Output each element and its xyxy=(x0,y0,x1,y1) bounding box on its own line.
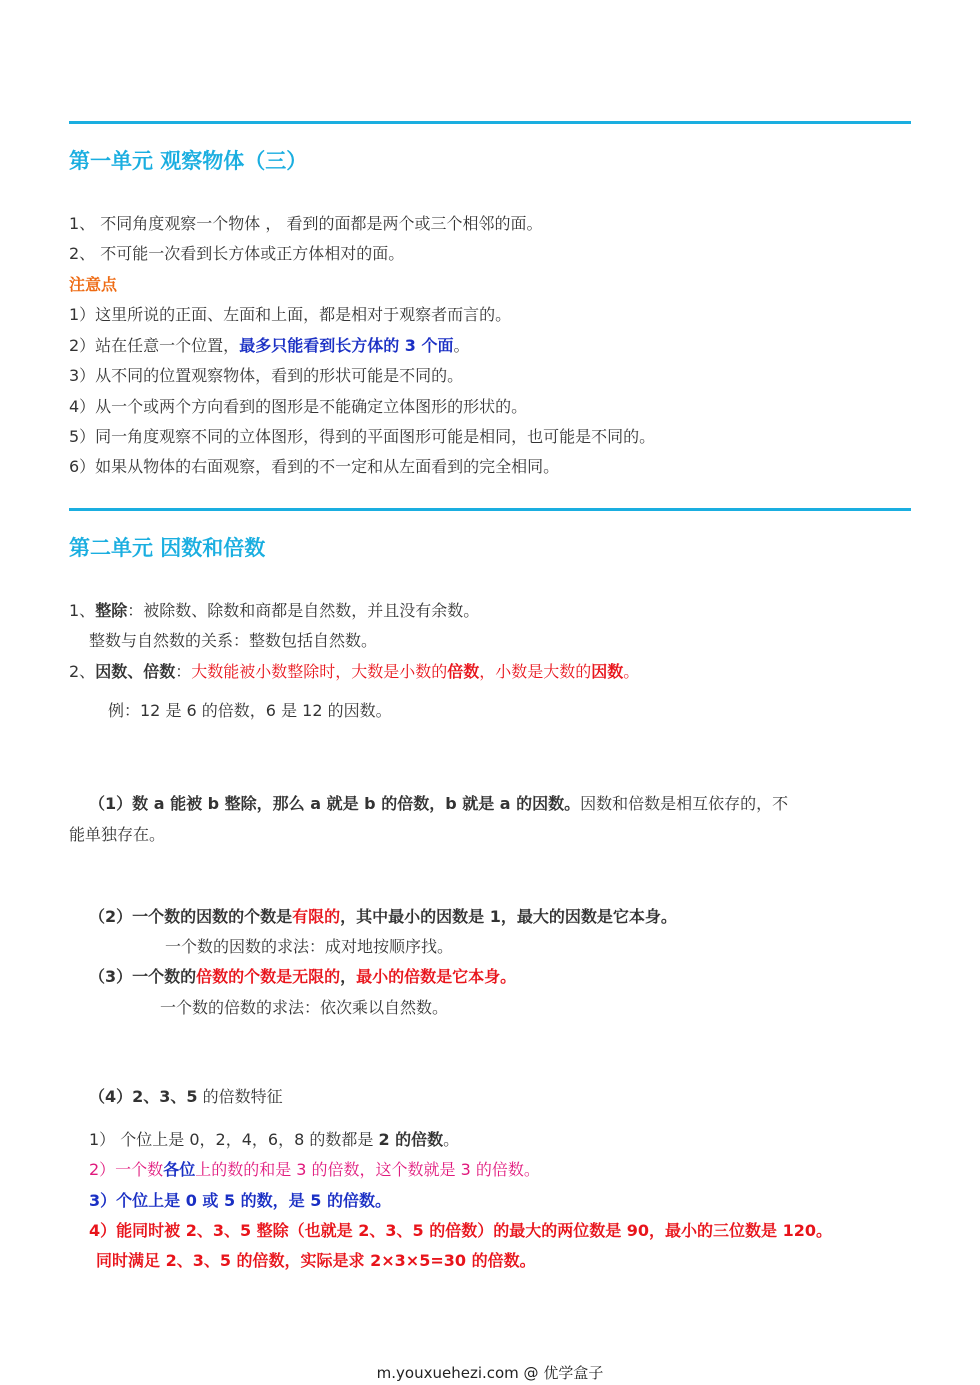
statement-1 xyxy=(89,794,788,814)
statement-4-rest: 的倍数特征 xyxy=(197,1087,283,1106)
term-divisible: 整除 xyxy=(95,601,128,620)
example: 例：12 是 6 的倍数，6 是 12 的因数。 xyxy=(108,701,392,720)
footer-source: m.youxuehezi.com @ 优学盒子 xyxy=(376,1364,604,1382)
feature-2 xyxy=(89,1160,540,1180)
red-text: 有限的 xyxy=(292,907,341,926)
definition-note: 整数与自然数的关系：整数包括自然数。 xyxy=(89,631,378,650)
note-1: 1）这里所说的正面、左面和上面，都是相对于观察者而言的。 xyxy=(69,305,512,324)
red-text: ，小数是大数的 xyxy=(479,662,592,681)
feature-highlight: 各位 xyxy=(163,1160,196,1179)
colon: ： xyxy=(175,662,192,681)
section-divider xyxy=(69,121,911,124)
red-text: 倍数的个数是无限的 xyxy=(196,967,341,986)
definition-number: 2、 xyxy=(69,662,96,681)
statement-text: （2）一个数的因数的个数是 xyxy=(89,907,293,926)
feature-bold: 2 的倍数 xyxy=(378,1130,444,1149)
statement-4-heading xyxy=(89,1087,283,1107)
red-text: 最小的倍数是它本身。 xyxy=(356,967,517,986)
feature-text: 1） 个位上是 0，2，4，6，8 的数都是 xyxy=(89,1130,379,1149)
note-2-text: 2）站在任意一个位置， xyxy=(69,336,240,355)
feature-4: 4）能同时被 2、3、5 整除（也就是 2、3、5 的倍数）的最大的两位数是 90，最小的三位数是 120。 xyxy=(89,1221,833,1240)
note-2-end: 。 xyxy=(453,336,470,355)
note-3: 3）从不同的位置观察物体，看到的形状可能是不同的。 xyxy=(69,366,464,385)
statement-text: （3）一个数的 xyxy=(89,967,197,986)
feature-text: 。 xyxy=(443,1130,460,1149)
note-2-highlight: 最多只能看到长方体的 3 个面 xyxy=(239,336,454,355)
red-bold-text: 倍数 xyxy=(447,662,480,681)
unit1-title: 第一单元 观察物体（三） xyxy=(69,149,308,173)
statement-3-method: 一个数的倍数的求法：依次乘以自然数。 xyxy=(160,998,449,1017)
feature-text: 上的数的和是 3 的倍数，这个数就是 3 的倍数。 xyxy=(195,1160,540,1179)
statement-2 xyxy=(89,907,677,927)
statement-text: ， xyxy=(340,967,357,986)
definition-divisible xyxy=(69,601,479,621)
unit1-point-1: 1、 不同角度观察一个物体 ， 看到的面都是两个或三个相邻的面。 xyxy=(69,214,543,233)
term-factor-multiple: 因数、倍数 xyxy=(95,662,176,681)
note-2 xyxy=(69,336,469,356)
statement-3 xyxy=(89,967,516,987)
definition-number: 1、 xyxy=(69,601,96,620)
statement-4-bold: （4）2、3、5 xyxy=(89,1087,198,1106)
note-5: 5）同一角度观察不同的立体图形，得到的平面图形可能是相同，也可能是不同的。 xyxy=(69,427,656,446)
statement-1-continued: 能单独存在。 xyxy=(69,825,166,844)
statement-text: ，其中最小的因数是 1，最大的因数是它本身。 xyxy=(340,907,677,926)
red-text: 大数能被小数整除时，大数是小数的 xyxy=(191,662,448,681)
statement-2-method: 一个数的因数的求法：成对地按顺序找。 xyxy=(165,937,454,956)
red-text: 。 xyxy=(623,662,640,681)
note-label: 注意点 xyxy=(69,275,118,294)
unit1-point-2: 2、 不可能一次看到长方体或正方体相对的面。 xyxy=(69,244,405,263)
note-6: 6）如果从物体的右面观察，看到的不一定和从左面看到的完全相同。 xyxy=(69,457,560,476)
feature-3: 3）个位上是 0 或 5 的数，是 5 的倍数。 xyxy=(89,1191,391,1210)
feature-text: 2）一个数 xyxy=(89,1160,164,1179)
red-bold-text: 因数 xyxy=(591,662,624,681)
definition-factor-multiple xyxy=(69,662,639,682)
definition-text: ：被除数、除数和商都是自然数，并且没有余数。 xyxy=(127,601,480,620)
feature-1 xyxy=(89,1130,459,1150)
note-4: 4）从一个或两个方向看到的图形是不能确定立体图形的形状的。 xyxy=(69,397,528,416)
section-divider xyxy=(69,508,911,511)
statement-1-bold: （1）数 a 能被 b 整除，那么 a 就是 b 的倍数，b 就是 a 的因数。 xyxy=(89,794,581,813)
statement-1-rest: 因数和倍数是相互依存的，不 xyxy=(580,794,789,813)
feature-5: 同时满足 2、3、5 的倍数，实际是求 2×3×5=30 的倍数。 xyxy=(96,1251,536,1270)
unit2-title: 第二单元 因数和倍数 xyxy=(69,536,266,560)
